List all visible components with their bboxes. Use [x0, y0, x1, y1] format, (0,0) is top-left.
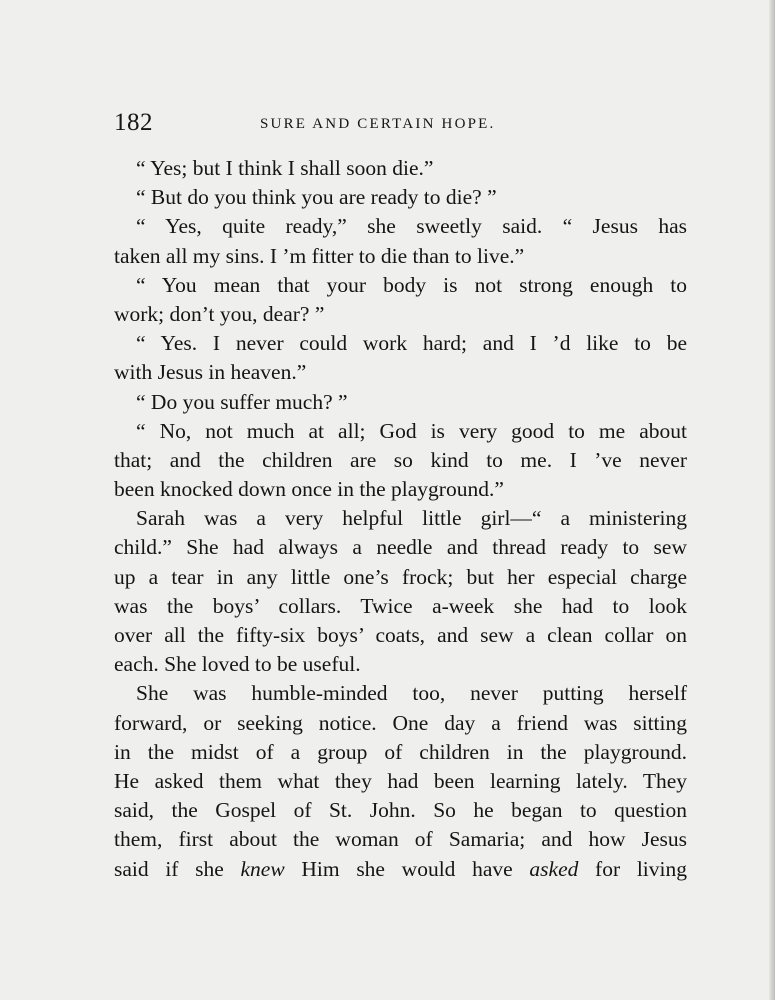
text-line: Sarah was a very helpful little girl—“ a ministering	[136, 506, 687, 531]
text-line: been knocked down once in the playground.”	[114, 477, 504, 502]
text-line	[114, 855, 687, 884]
running-title: SURE AND CERTAIN HOPE.	[260, 116, 496, 132]
text-line: in the midst of a group of children in the playground.	[114, 739, 687, 764]
text-line: with Jesus in heaven.”	[114, 360, 307, 385]
text-line: that; and the children are so kind to me. I ’ve never	[114, 447, 687, 472]
text-line: child.” She had always a needle and thread ready to sew	[114, 535, 687, 560]
text-line: each. She loved to be useful.	[114, 652, 361, 677]
line-text: Him she would have	[284, 856, 530, 881]
text-line: “ Yes, quite ready,” she sweetly said. “ Jesus has	[136, 214, 687, 239]
text-line: He asked them what they had been learning lately. They	[114, 768, 687, 793]
page-number: 182	[114, 109, 153, 136]
emphasis-text: knew	[240, 856, 285, 881]
text-line: said, the Gospel of St. John. So he began to question	[114, 798, 687, 823]
body-text	[114, 154, 687, 884]
text-line: work; don’t you, dear? ”	[114, 301, 325, 326]
text-line: over all the fifty-six boys’ coats, and sew a clean collar on	[114, 623, 687, 647]
text-line: taken all my sins. I ’m fitter to die than to live.”	[114, 243, 525, 268]
text-line: up a tear in any little one’s frock; but her especial charge	[114, 564, 687, 589]
text-line: “ Do you suffer much? ”	[136, 389, 348, 414]
text-line: “ But do you think you are ready to die? ”	[136, 185, 497, 210]
emphasis-text: asked	[529, 856, 579, 881]
running-head	[114, 108, 687, 138]
text-line: “ Yes; but I think I shall soon die.”	[136, 156, 434, 180]
line-text: for living	[578, 856, 687, 881]
text-line: “ Yes. I never could work hard; and I ’d like to be	[136, 331, 687, 356]
text-line: She was humble-minded too, never putting herself	[136, 681, 687, 706]
text-line: was the boys’ collars. Twice a-week she had to look	[114, 593, 687, 618]
text-line: “ No, not much at all; God is very good to me about	[136, 418, 687, 443]
text-line: forward, or seeking notice. One day a friend was sitting	[114, 710, 687, 735]
page-edge	[769, 0, 775, 1000]
line-text: said if she	[114, 856, 241, 881]
text-line: “ You mean that your body is not strong enough to	[136, 272, 687, 297]
text-line: them, first about the woman of Samaria; and how Jesus	[114, 827, 687, 852]
